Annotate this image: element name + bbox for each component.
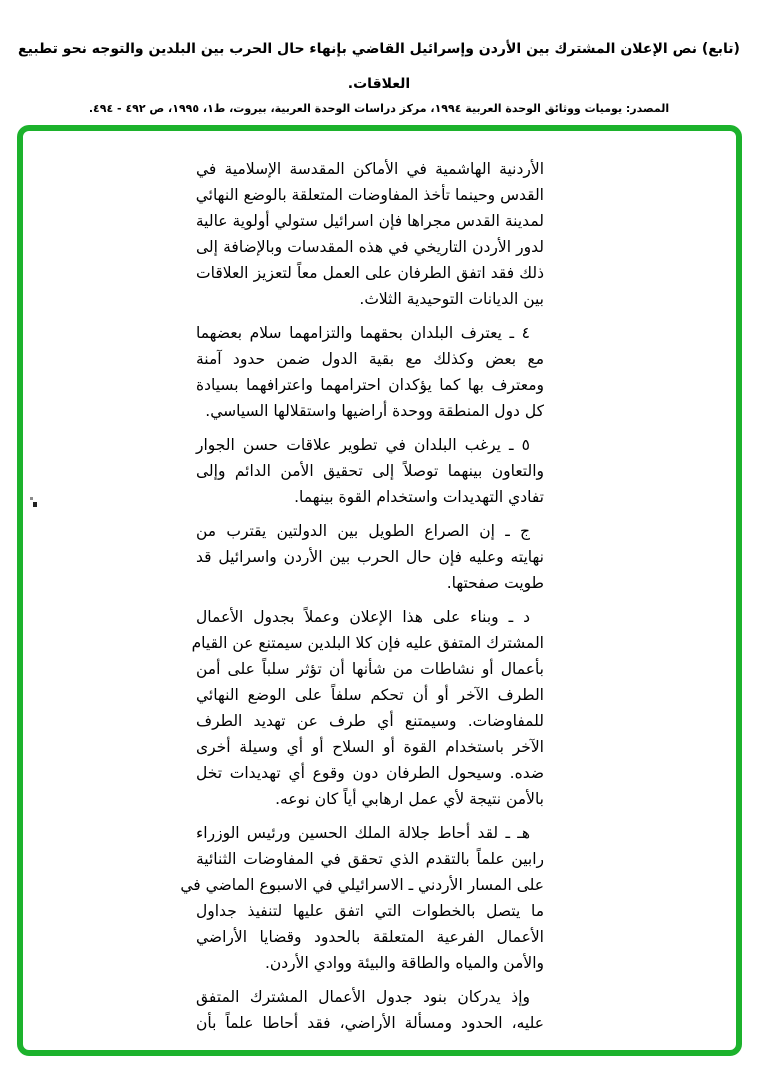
text-line: الآخر باستخدام القوة أو السلاح أو أي وسيلة أخرى [196,738,544,756]
text-line: ٥ ـ يرغب البلدان في تطوير علاقات حسن الجوار [196,436,530,454]
text-line: ومعترف بها كما يؤكدان احترامهما واعترافهما بسيادة [196,376,544,394]
text-line: لمدينة القدس مجراها فإن اسرائيل ستولي أولوية عالية [195,212,544,230]
text-line: هـ ـ لقد أحاط جلالة الملك الحسين ورئيس الوزراء [196,824,530,842]
text-line: ذلك فقد اتفق الطرفان على العمل معاً لتعزيز العلاقات [196,264,544,282]
text-line: القدس وحينما تأخذ المفاوضات المتعلقة بالوضع النهائي [195,186,544,204]
text-line: ٤ ـ يعترف البلدان بحقهما والتزامهما سلام بعضهما [196,324,530,342]
text-line: والتعاون بينهما توصلاً إلى تحقيق الأمن الدائم وإلى [196,462,544,480]
ink-speck [33,502,37,507]
paragraph-continuation [196,156,544,312]
paragraph-item-ha [180,820,544,976]
text-line: بين الديانات التوحيدية الثلاث. [359,290,544,308]
text-line: كل دول المنطقة ووحدة أراضيها واستقلالها السياسي. [205,402,544,420]
paragraph-closing [196,984,544,1036]
text-line: عليه، الحدود ومسألة الأراضي، فقد أحاطا علماً بأن [196,1014,544,1032]
text-line: د ـ وبناء على هذا الإعلان وعملاً بجدول الأعمال [196,608,530,626]
text-line: لدور الأردن التاريخي في هذه المقدسات وبالإضافة إلى [196,238,544,256]
text-line: المشترك المتفق عليه فإن كلا البلدين سيمتنع عن القيام [191,634,544,652]
paragraph-item-4 [196,320,544,424]
text-line: للمفاوضات. وسيمتنع أي طرف عن تهديد الطرف [196,712,544,730]
document-title-line1: (تابع) نص الإعلان المشترك بين الأردن وإسرائيل القاضي بإنهاء حال الحرب بين البلدين والتوجه نحو تطبيع [18,41,740,57]
text-line: طويت صفحتها. [446,574,544,592]
document-title-line2: العلاقات. [347,76,411,92]
text-line: الطرف الآخر أو أن تحكم سلفاً على الوضع النهائي [196,686,544,704]
text-line: بالأمن نتيجة لأي عمل ارهابي أياً كان نوعه. [275,790,544,808]
text-line: بأعمال أو نشاطات من شأنها أن تؤثر سلباً على أمن [196,660,544,678]
paragraph-item-jeem [196,518,544,596]
source-citation: المصدر: يوميات ووثائق الوحدة العربية ١٩٩٤، مركز دراسات الوحدة العربية، بيروت، ط١، ١٩٩٥، ص ٤٩٢ - ٤٩٤. [88,102,670,115]
body-text-column [180,156,544,1036]
text-line: والأمن والمياه والطاقة والبيئة ووادي الأردن. [264,954,544,972]
text-line: وإذ يدركان بنود جدول الأعمال المشترك المتفق [196,988,530,1006]
text-line: ما يتصل بالخطوات التي اتفق عليها لتنفيذ جداول [196,902,544,920]
text-line: نهايته وعليه فإن حال الحرب بين الأردن واسرائيل قد [196,548,544,566]
text-line: على المسار الأردني ـ الاسرائيلي في الاسبوع الماضي في [180,876,544,894]
text-line: ج ـ إن الصراع الطويل بين الدولتين يقترب من [196,522,530,540]
text-line: رابين علماً بالتقدم الذي تحقق في المفاوضات الثنائية [196,850,544,868]
text-line: ضده. وسيحول الطرفان دون وقوع أي تهديدات تخل [196,764,544,782]
text-line: مع بعض وكذلك مع بقية الدول ضمن حدود آمنة [196,350,544,368]
text-line: تفادي التهديدات واستخدام القوة بينهما. [294,488,544,506]
ink-speck [30,497,33,500]
text-line: الأردنية الهاشمية في الأماكن المقدسة الإسلامية في [196,160,544,178]
text-line: الأعمال الفرعية المتعلقة بالحدود وقضايا الأراضي [196,928,544,946]
paragraph-item-dal [191,604,544,812]
paragraph-item-5 [196,432,544,510]
